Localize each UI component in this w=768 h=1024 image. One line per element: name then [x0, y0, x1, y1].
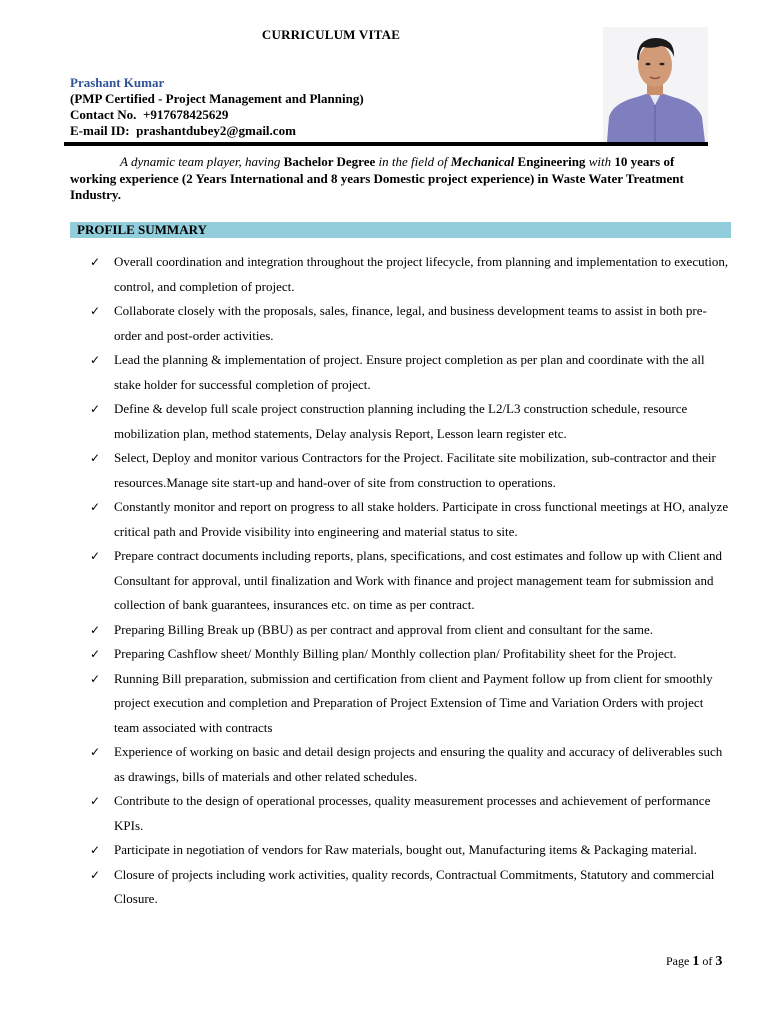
bullet-text: Constantly monitor and report on progress to all stake holders. Participate in cross functional meetings at HO, analyze critical path and Provide visibility into engineering and material status to site. [114, 499, 729, 539]
list-item [90, 642, 730, 667]
check-icon: ✓ [90, 255, 101, 269]
check-icon: ✓ [90, 500, 101, 514]
check-icon: ✓ [90, 402, 101, 416]
bullet-text: Experience of working on basic and detail design projects and ensuring the quality and accuracy of deliverables such as drawings, bills of materials and other related schedules. [114, 744, 723, 784]
check-icon: ✓ [90, 549, 101, 563]
bullet-text: Participate in negotiation of vendors for Raw materials, bought out, Manufacturing items & Packaging material. [114, 842, 698, 857]
check-icon: ✓ [90, 353, 101, 367]
intro-text-3: with [585, 154, 615, 169]
list-item [90, 397, 730, 446]
bullet-text: Lead the planning & implementation of project. Ensure project completion as per plan and coordinate with the all stake holder for successful completion of project. [114, 352, 705, 392]
check-icon: ✓ [90, 867, 101, 882]
intro-text-2: in the field of [375, 154, 451, 169]
intro-experience: 10 years of working experience (2 Years International and 8 years Domestic project experience) in Waste Water Treatment Industry. [70, 154, 684, 202]
bullet-text: Prepare contract documents including reports, plans, specifications, and cost estimates and follow up with Client and Consultant for approval, until finalization and Work with finance and project management team for submission and collection of bank guarantees, insurances etc. on time as per contract. [114, 548, 722, 612]
bullet-text: Define & develop full scale project construction planning including the L2/L3 construction schedule, resource mobilization plan, method statements, Delay analysis Report, Lesson learn register etc. [114, 401, 688, 441]
intro-text-1: A dynamic team player, having [120, 154, 284, 169]
certification-line: (PMP Certified - Project Management and Planning) [70, 91, 364, 106]
candidate-name: Prashant Kumar [70, 75, 165, 90]
contact-block [70, 75, 364, 139]
list-item [90, 838, 730, 863]
list-item [90, 618, 730, 643]
list-item [90, 446, 730, 495]
document-title: CURRICULUM VITAE [261, 27, 401, 42]
bullet-text: Preparing Billing Break up (BBU) as per contract and approval from client and consultant for the same. [114, 621, 653, 637]
bullet-text: Select, Deploy and monitor various Contractors for the Project. Facilitate site mobilization, sub-contractor and their resources.Manage site start-up and hand-over of site from construction to operations. [114, 450, 716, 490]
intro-degree: Bachelor Degree [283, 154, 376, 169]
profile-photo [603, 27, 708, 142]
email-line [70, 123, 364, 139]
list-item [90, 348, 730, 397]
bullet-text: Contribute to the design of operational processes, quality measurement processes and achievement of performance KPIs. [114, 793, 711, 833]
email-address: prashantdubey2@gmail.com [136, 123, 296, 138]
bullet-text: Preparing Cashflow sheet/ Monthly Billing plan/ Monthly collection plan/ Profitability sheet for the Project. [114, 646, 677, 661]
page-current: 1 [692, 954, 700, 969]
bullet-text: Running Bill preparation, submission and certification from client and Payment follow up from client for smoothly project execution and completion and Preparation of Project Extension of Time and Variation Orders with project team associated with contracts [114, 670, 713, 735]
intro-discipline: Mechanical [450, 154, 515, 169]
profile-summary-header [70, 222, 731, 238]
check-icon: ✓ [90, 451, 101, 465]
list-item [90, 667, 730, 741]
list-item [90, 544, 730, 618]
page-number [666, 954, 722, 970]
list-item [90, 740, 730, 789]
intro-paragraph [70, 154, 720, 204]
email-label: E-mail ID: [70, 123, 130, 138]
contact-line [70, 107, 364, 123]
check-icon: ✓ [90, 671, 101, 686]
check-icon: ✓ [90, 843, 101, 857]
check-icon: ✓ [90, 622, 101, 637]
list-item [90, 299, 730, 348]
section-title: PROFILE SUMMARY [77, 222, 207, 237]
list-item [90, 789, 730, 838]
check-icon: ✓ [90, 304, 101, 318]
check-icon: ✓ [90, 794, 101, 808]
check-icon: ✓ [90, 647, 101, 661]
page-total: 3 [715, 954, 723, 969]
list-item [90, 250, 730, 299]
contact-label: Contact No. [70, 107, 137, 122]
intro-engineering: Engineering [514, 154, 586, 169]
list-item [90, 863, 730, 912]
header-divider [64, 142, 708, 146]
contact-number: +917678425629 [142, 107, 229, 122]
bullet-text: Closure of projects including work activities, quality records, Contractual Commitments, Statutory and commercial Closure. [114, 866, 715, 906]
list-item [90, 495, 730, 544]
of-word: of [702, 954, 713, 968]
page-word: Page [666, 954, 690, 968]
bullet-text: Collaborate closely with the proposals, sales, finance, legal, and business development teams to assist in both pre-order and post-order activities. [114, 303, 707, 343]
check-icon: ✓ [90, 745, 101, 759]
bullet-text: Overall coordination and integration throughout the project lifecycle, from planning and implementation to execution, control, and completion of project. [114, 254, 729, 294]
profile-summary-list [90, 250, 730, 912]
